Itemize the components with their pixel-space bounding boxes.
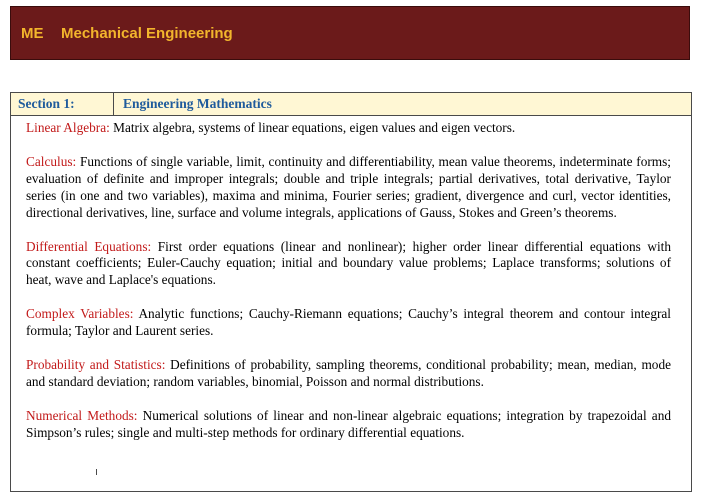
topic-heading: Probability and Statistics: [26, 357, 166, 373]
subject-code: ME [21, 24, 44, 42]
section-table [10, 92, 692, 492]
section-number: Section 1: [11, 93, 114, 115]
next-row-divider [96, 469, 97, 475]
topic-differential-equations [26, 239, 671, 290]
subject-title: Mechanical Engineering [61, 24, 233, 42]
section-body [11, 116, 691, 442]
topic-text: Matrix algebra, systems of linear equations, eigen values and eigen vectors. [109, 120, 516, 135]
topic-heading: Complex Variables: [26, 306, 134, 322]
topic-calculus [26, 154, 671, 222]
topic-probability-statistics [26, 357, 671, 391]
topic-text: First order equations (linear and nonlinear); higher order linear differential equations with constant coefficients; Euler-Cauchy equation; initial and boundary value problems; Laplace transforms; solutions of heat, wave and Laplace's equations. [26, 238, 671, 288]
section-header [11, 93, 691, 116]
topic-text: Definitions of probability, sampling theorems, conditional probability; mean, median, mode and standard deviation; random variables, binomial, Poisson and normal distributions. [26, 357, 671, 389]
topic-text: Numerical solutions of linear and non-linear algebraic equations; integration by trapezoidal and Simpson’s rules; single and multi-step methods for ordinary differential equations. [26, 407, 671, 440]
topic-linear-algebra [26, 120, 671, 137]
topic-heading: Linear Algebra: [26, 120, 110, 135]
topic-text: Analytic functions; Cauchy-Riemann equations; Cauchy’s integral theorem and contour integral formula; Taylor and Laurent series. [26, 306, 671, 339]
topic-heading: Differential Equations: [26, 238, 152, 254]
topic-text: Functions of single variable, limit, continuity and differentiability, mean value theorems, indeterminate forms; evaluation of definite and improper integrals; double and triple integrals; partial derivatives, total derivative, Taylor series (in one and two variables), maxima and minima, Fourier series; gradient, divergence and curl, vector identities, directional derivatives, line, surface and volume integrals, applications of Gauss, Stokes and Green’s theorems. [26, 153, 671, 220]
topic-heading: Calculus: [26, 153, 77, 169]
topic-complex-variables [26, 306, 671, 340]
subject-banner [10, 6, 690, 60]
section-title: Engineering Mathematics [123, 96, 272, 111]
topic-numerical-methods [26, 408, 671, 442]
topic-heading: Numerical Methods: [26, 407, 138, 423]
